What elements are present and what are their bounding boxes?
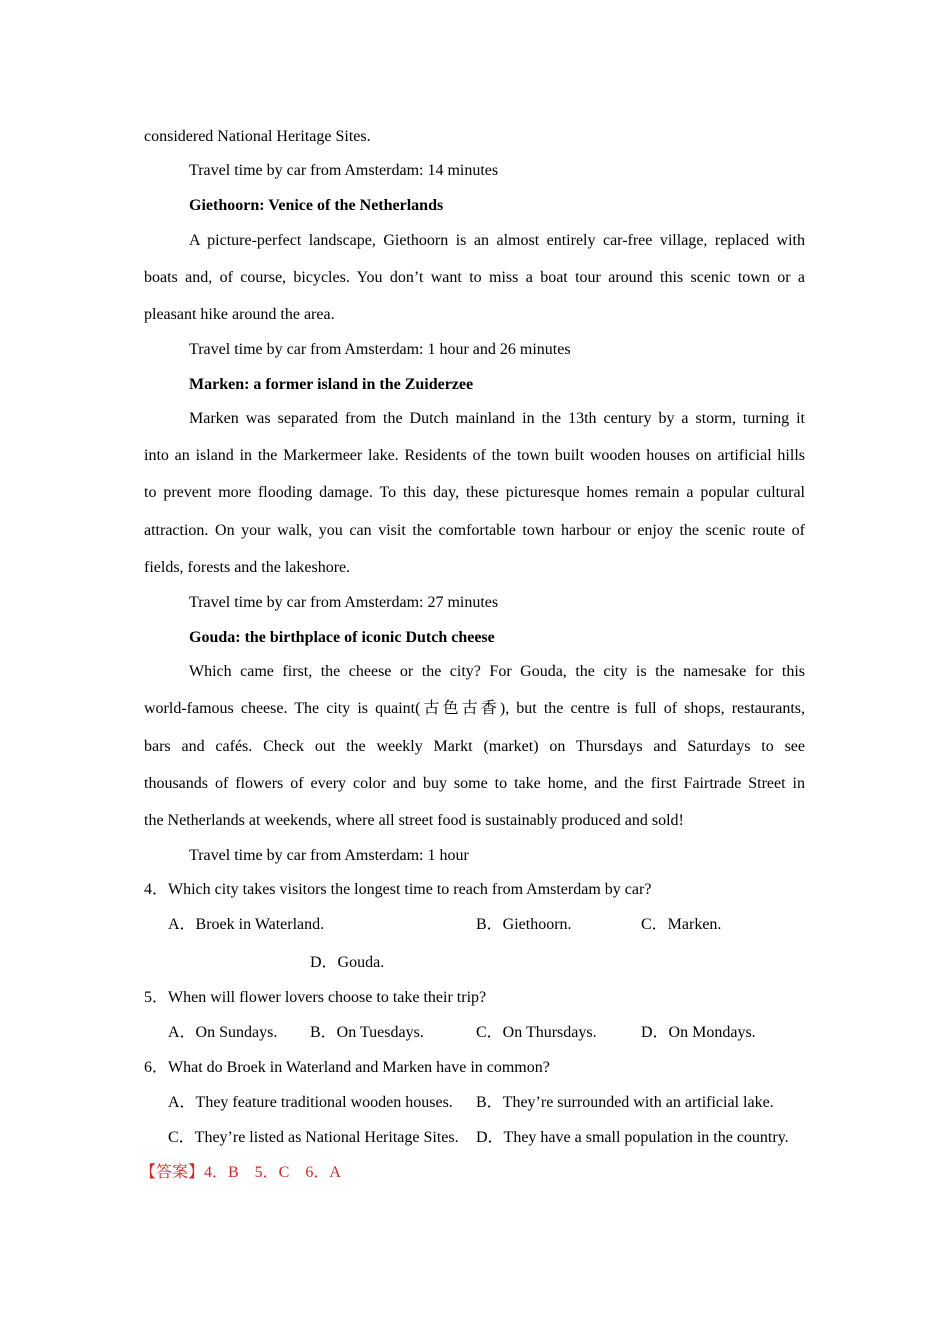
travel-time: Travel time by car from Amsterdam: 1 hour — [189, 847, 469, 864]
option-a: A．Broek in Waterland. — [168, 916, 325, 933]
section-heading: Giethoorn: Venice of the Netherlands — [189, 197, 444, 214]
travel-time: Travel time by car from Amsterdam: 14 minutes — [189, 162, 499, 179]
paragraph-line: boats and, of course, bicycles. You don’t want to miss a boat tour around this scenic town or a — [144, 269, 805, 286]
travel-time: Travel time by car from Amsterdam: 27 minutes — [189, 594, 499, 611]
option-d: D．They have a small population in the country. — [476, 1129, 789, 1146]
option-b: B．They’re surrounded with an artificial lake. — [476, 1094, 774, 1111]
paragraph-line: attraction. On your walk, you can visit the comfortable town harbour or enjoy the scenic route of — [144, 522, 805, 539]
paragraph-line: the Netherlands at weekends, where all street food is sustainably produced and sold! — [144, 812, 684, 829]
paragraph-line: Marken was separated from the Dutch mainland in the 13th century by a storm, turning it — [189, 410, 805, 427]
paragraph-line: pleasant hike around the area. — [144, 306, 335, 323]
option-a: A．On Sundays. — [168, 1024, 278, 1041]
question-stem: 4．Which city takes visitors the longest time to reach from Amsterdam by car? — [144, 881, 652, 898]
paragraph-line: fields, forests and the lakeshore. — [144, 559, 351, 576]
question-stem: 5．When will flower lovers choose to take their trip? — [144, 989, 487, 1006]
paragraph-line: A picture-perfect landscape, Giethoorn is an almost entirely car-free village, replaced with — [189, 232, 805, 249]
travel-time: Travel time by car from Amsterdam: 1 hour and 26 minutes — [189, 341, 571, 358]
option-b: B．Giethoorn. — [476, 916, 572, 933]
paragraph-line: into an island in the Markermeer lake. Residents of the town built wooden houses on artificial hills — [144, 447, 805, 464]
option-d: D．On Mondays. — [641, 1024, 756, 1041]
option-c: C．They’re listed as National Heritage Sites. — [168, 1129, 459, 1146]
paragraph-line: Which came first, the cheese or the city? For Gouda, the city is the namesake for this — [189, 663, 805, 680]
paragraph-line: thousands of flowers of every color and buy some to take home, and the first Fairtrade Street in — [144, 775, 805, 792]
paragraph-line: bars and cafés. Check out the weekly Markt (market) on Thursdays and Saturdays to see — [144, 738, 805, 755]
paragraph-line: considered National Heritage Sites. — [144, 128, 371, 145]
option-b: B．On Tuesdays. — [310, 1024, 424, 1041]
section-heading: Marken: a former island in the Zuiderzee — [189, 376, 474, 393]
paragraph-line: world-famous cheese. The city is quaint(古色古香), but the centre is full of shops, restaurants, — [144, 700, 805, 717]
option-c: C．Marken. — [641, 916, 722, 933]
question-stem: 6．What do Broek in Waterland and Marken have in common? — [144, 1059, 550, 1076]
paragraph-line: to prevent more flooding damage. To this day, these picturesque homes remain a popular cultural — [144, 484, 805, 501]
option-a: A．They feature traditional wooden houses. — [168, 1094, 453, 1111]
option-c: C．On Thursdays. — [476, 1024, 597, 1041]
section-heading: Gouda: the birthplace of iconic Dutch cheese — [189, 629, 495, 646]
option-d: D．Gouda. — [310, 954, 385, 971]
answer-key: 【答案】4．B 5．C 6．A — [140, 1164, 341, 1181]
